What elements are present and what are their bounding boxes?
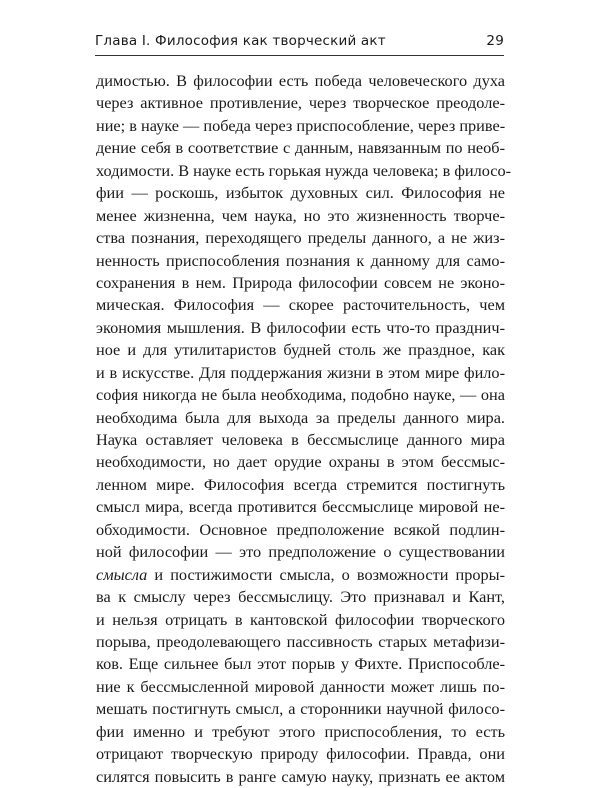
text-line: ное и для утилитаристов будней столь же праздное, как: [96, 340, 505, 360]
text-line: ва к смыслу через бессмыслицу. Это признавал и Кант,: [96, 587, 505, 607]
text-line: ной философии — это предположение о существовании: [96, 542, 505, 562]
text-line: через активное противление, через творческое преодоле-: [96, 93, 505, 113]
text-line: софия никогда не была необходима, подобно науке, — она: [96, 385, 505, 405]
header-rule: [95, 55, 504, 56]
text-line: мическая. Философия — скорее расточительность, чем: [96, 295, 505, 315]
page-number: 29: [486, 33, 504, 49]
text-line: ние к бессмысленной мировой данности может лишь по-: [96, 676, 505, 696]
chapter-title: Глава I. Философия как творческий акт: [95, 33, 386, 49]
text-line: экономия мышления. В философии есть что-то празднич-: [96, 317, 505, 337]
text-line: необходимости, но дает орудие охраны в этом бессмыс-: [96, 452, 505, 472]
text-line: силятся повысить в ранге самую науку, признать ее актом: [96, 766, 505, 786]
text-line: фии — роскошь, избыток духовных сил. Философия не: [96, 183, 505, 203]
text-line: менее жизненна, чем наука, но это жизненность творче-: [96, 205, 505, 225]
line-rest: и постижимости смысла, о возможности проры-: [147, 564, 505, 584]
text-line: фии именно и требуют этого приспособления, то есть: [96, 721, 505, 741]
text-line: ства познания, переходящего пределы данного, а не жиз-: [96, 228, 505, 248]
text-line: ненность приспособления познания к данному для само-: [96, 250, 505, 270]
text-line: [96, 564, 505, 586]
text-line: ленном мире. Философия всегда стремится постигнуть: [96, 474, 505, 494]
text-line: ние; в науке — победа через приспособление, через приве-: [96, 115, 506, 135]
text-line: смысл мира, всегда противится бессмыслице мировой не-: [96, 497, 505, 517]
text-line: отрицают творческую природу философии. Правда, они: [96, 744, 505, 764]
text-line: обходимости. Основное предположение всякой подлин-: [96, 519, 505, 539]
text-line: порыва, преодолевающего пассивность старых метафизи-: [96, 631, 505, 651]
body-text: [96, 70, 512, 788]
italic-word: смысла: [96, 564, 148, 584]
text-line: мешать постигнуть смысл, а сторонники научной филосо-: [96, 699, 505, 719]
running-head: [95, 30, 504, 52]
text-line: и в искусстве. Для поддержания жизни в этом мире фило-: [96, 362, 505, 382]
text-line: дение себя в соответствие с данным, навязанным по необ-: [96, 138, 505, 158]
text-line: димостью. В философии есть победа человеческого духа: [96, 71, 505, 90]
text-line: сохранения в нем. Природа философии совсем не эконо-: [96, 272, 505, 292]
text-line: ков. Еще сильнее был этот порыв у Фихте. Приспособле-: [96, 654, 505, 674]
text-line: необходима была для выхода за пределы данного мира.: [96, 407, 505, 427]
text-line: и нельзя отрицать в кантовской философии творческого: [96, 609, 505, 629]
text-line: ходимости. В науке есть горькая нужда человека; в филосо-: [96, 160, 512, 180]
text-line: Наука оставляет человека в бессмыслице данного мира: [96, 430, 505, 449]
